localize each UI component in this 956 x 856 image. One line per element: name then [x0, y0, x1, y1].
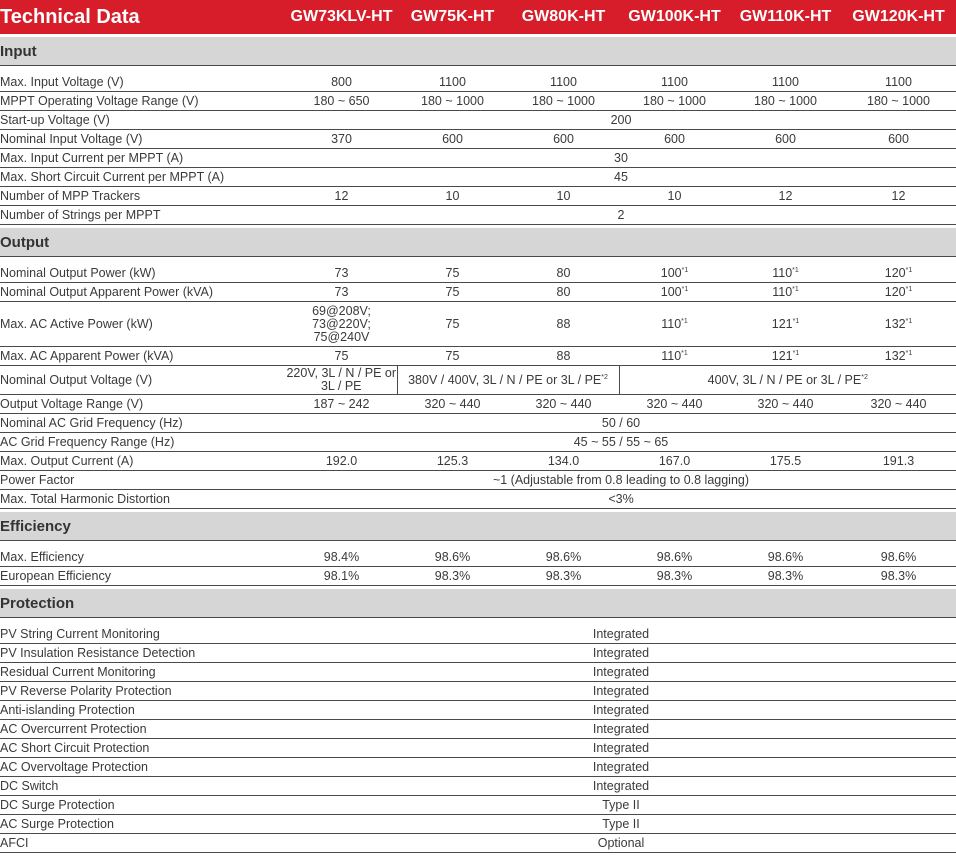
spec-value-text: 600: [442, 131, 463, 146]
spec-label: Max. Total Harmonic Distortion: [0, 490, 286, 509]
spec-value: [730, 73, 841, 92]
spec-label: AC Overvoltage Protection: [0, 758, 286, 777]
spec-value: 200: [286, 111, 956, 130]
spec-value-text: 88: [556, 348, 571, 363]
spec-value: [397, 548, 508, 567]
spec-value: [286, 73, 397, 92]
spec-value: [841, 347, 956, 366]
spec-value-text: 98.6%: [880, 549, 917, 564]
section-header: [0, 228, 956, 257]
spec-value: [508, 264, 619, 283]
spec-row: [0, 92, 956, 111]
model-name: GW80K-HT: [508, 0, 619, 34]
spec-value-text: 167.0: [658, 453, 691, 468]
spec-value: Integrated: [286, 720, 956, 739]
spec-label: PV Insulation Resistance Detection: [0, 644, 286, 663]
spec-value: [286, 264, 397, 283]
spec-label: Max. Input Current per MPPT (A): [0, 149, 286, 168]
spec-value: [286, 283, 397, 302]
spec-value: [286, 452, 397, 471]
spec-value: Optional: [286, 834, 956, 853]
spec-label: Anti-islanding Protection: [0, 701, 286, 720]
spec-label: AC Grid Frequency Range (Hz): [0, 433, 286, 452]
spec-value-text: 1100: [661, 74, 688, 89]
spec-label: Start-up Voltage (V): [0, 111, 286, 130]
spec-value: [286, 92, 397, 111]
spec-value: [397, 187, 508, 206]
spec-row: [0, 283, 956, 302]
spec-value-text: 320 ~ 440: [646, 396, 703, 411]
spec-row: [0, 644, 956, 663]
spec-value: [619, 92, 730, 111]
spec-value: 30: [286, 149, 956, 168]
spec-row: [0, 433, 956, 452]
spec-value: [508, 395, 619, 414]
spec-value-text: 88: [556, 316, 571, 331]
spec-row: [0, 548, 956, 567]
spec-value: [286, 548, 397, 567]
section-title: Output: [0, 228, 956, 257]
spec-label: Number of Strings per MPPT: [0, 206, 286, 225]
section-title: Input: [0, 37, 956, 66]
spec-value-text: 121: [771, 316, 793, 331]
spec-value: Integrated: [286, 739, 956, 758]
footnote-mark: *2: [861, 373, 868, 381]
spec-value-text: 75: [445, 348, 460, 363]
spec-row: [0, 815, 956, 834]
spec-value: [841, 130, 956, 149]
spec-value: [730, 283, 841, 302]
spec-value-text: 75: [445, 284, 460, 299]
spec-value: [619, 347, 730, 366]
spec-row: [0, 264, 956, 283]
spec-value-text: 98.1%: [323, 568, 360, 583]
spec-row: [0, 682, 956, 701]
spec-value-text: 75: [334, 348, 349, 363]
spec-value: [619, 187, 730, 206]
spec-row: [0, 347, 956, 366]
spec-value: 220V, 3L / N / PE or 3L / PE: [286, 366, 397, 393]
spec-value: 45: [286, 168, 956, 187]
spec-row: [0, 187, 956, 206]
model-name: GW100K-HT: [619, 0, 730, 34]
spec-value: Integrated: [286, 625, 956, 644]
spec-label: Number of MPP Trackers: [0, 187, 286, 206]
spec-value: [730, 567, 841, 586]
spec-row: [0, 168, 956, 187]
spec-value: [397, 347, 508, 366]
spec-value-text: 10: [667, 188, 682, 203]
spec-label: AC Overcurrent Protection: [0, 720, 286, 739]
model-name: GW110K-HT: [730, 0, 841, 34]
spec-row: [0, 625, 956, 644]
spec-value: [841, 264, 956, 283]
spec-value-text: 132: [884, 316, 906, 331]
spec-value-text: 98.3%: [434, 568, 471, 583]
spec-value: [841, 548, 956, 567]
spec-label: Max. Short Circuit Current per MPPT (A): [0, 168, 286, 187]
spec-value-text: 192.0: [325, 453, 358, 468]
spec-value: [508, 187, 619, 206]
spec-label: European Efficiency: [0, 567, 286, 586]
spec-value: [730, 395, 841, 414]
spec-value-text: 98.6%: [434, 549, 471, 564]
footnote-mark: *1: [681, 266, 689, 274]
spec-value-text: 600: [664, 131, 685, 146]
spec-value-text: 75: [445, 316, 460, 331]
spacer: [0, 66, 956, 74]
spec-value-text: 1100: [772, 74, 799, 89]
spec-value-text: 1100: [885, 74, 912, 89]
spec-row: [0, 73, 956, 92]
spec-value-text: 98.6%: [767, 549, 804, 564]
spec-value-text: 98.3%: [545, 568, 582, 583]
spec-value-text: 600: [775, 131, 796, 146]
spec-value: [619, 130, 730, 149]
spec-value: [286, 130, 397, 149]
spec-value: [841, 567, 956, 586]
spec-row: [0, 111, 956, 130]
spec-value: [508, 73, 619, 92]
spec-value-text: 180 ~ 650: [313, 93, 370, 108]
spec-value: Integrated: [286, 701, 956, 720]
spec-value: Integrated: [286, 682, 956, 701]
spec-value-text: 73: [334, 265, 349, 280]
spec-value: [730, 92, 841, 111]
spec-value-text: 370: [331, 131, 352, 146]
footnote-mark: *1: [792, 266, 799, 274]
table-title: Technical Data: [0, 0, 286, 34]
spec-value: Type II: [286, 796, 956, 815]
spec-value: [619, 366, 956, 395]
spec-value: [397, 283, 508, 302]
spec-value: 50 / 60: [286, 414, 956, 433]
spec-value: [508, 567, 619, 586]
spec-value: [730, 264, 841, 283]
spec-row: [0, 302, 956, 347]
spec-label: Nominal AC Grid Frequency (Hz): [0, 414, 286, 433]
spec-value-text: 98.3%: [880, 568, 917, 583]
spec-label: Residual Current Monitoring: [0, 663, 286, 682]
footnote-mark: *1: [681, 317, 688, 325]
spec-value: Integrated: [286, 644, 956, 663]
spec-row: [0, 490, 956, 509]
model-name: GW120K-HT: [841, 0, 956, 34]
footnote-mark: *1: [905, 317, 913, 325]
footnote-mark: *1: [792, 317, 800, 325]
footnote-mark: *1: [792, 285, 799, 293]
spec-value: [397, 452, 508, 471]
footnote-mark: *1: [792, 349, 800, 357]
spec-value-text: 98.3%: [656, 568, 693, 583]
spec-row: [0, 739, 956, 758]
spec-value-text: 80: [556, 284, 571, 299]
spec-row: [0, 796, 956, 815]
spec-value: [619, 302, 730, 347]
spec-label: AC Surge Protection: [0, 815, 286, 834]
spec-value-text: 98.6%: [545, 549, 582, 564]
spec-value: <3%: [286, 490, 956, 509]
section-header: [0, 37, 956, 66]
spec-value: [286, 567, 397, 586]
spec-value-text: 110: [661, 316, 682, 331]
spec-value: Integrated: [286, 758, 956, 777]
spec-label: Nominal Output Apparent Power (kVA): [0, 283, 286, 302]
header-row: [0, 0, 956, 34]
spec-value: 2: [286, 206, 956, 225]
spec-value-text: 110: [772, 265, 793, 280]
spec-value-text: 180 ~ 1000: [643, 93, 706, 108]
spec-label: Nominal Output Power (kW): [0, 264, 286, 283]
spec-value: [841, 452, 956, 471]
spec-value-text: 134.0: [547, 453, 580, 468]
spec-value: [730, 130, 841, 149]
spec-value-text: 1100: [550, 74, 577, 89]
spec-label: PV String Current Monitoring: [0, 625, 286, 644]
spec-value: [508, 548, 619, 567]
spacer: [0, 541, 956, 549]
spacer: [0, 618, 956, 626]
spec-value-text: 180 ~ 1000: [532, 93, 595, 108]
spec-label: Output Voltage Range (V): [0, 395, 286, 414]
spec-row: [0, 130, 956, 149]
model-name: GW75K-HT: [397, 0, 508, 34]
footnote-mark: *2: [601, 373, 608, 381]
spec-value: [508, 302, 619, 347]
spec-value: [841, 187, 956, 206]
spec-value: [508, 452, 619, 471]
spec-value: [730, 347, 841, 366]
spec-value-text: 75: [445, 265, 460, 280]
spec-value: [508, 283, 619, 302]
spec-value-text: 12: [891, 188, 906, 203]
spec-row: [0, 414, 956, 433]
spec-row: [0, 834, 956, 853]
spec-value-text: 100: [660, 265, 682, 280]
spec-row: [0, 149, 956, 168]
section-title: Protection: [0, 589, 956, 618]
footnote-mark: *1: [905, 285, 913, 293]
spec-value-text: 175.5: [769, 453, 802, 468]
spec-label: DC Switch: [0, 777, 286, 796]
spec-value-text: 600: [553, 131, 574, 146]
spec-label: MPPT Operating Voltage Range (V): [0, 92, 286, 111]
model-name: GW73KLV-HT: [286, 0, 397, 34]
spec-value: [397, 264, 508, 283]
spec-value: [286, 187, 397, 206]
spec-value: [286, 395, 397, 414]
spec-label: Nominal Input Voltage (V): [0, 130, 286, 149]
spec-value-text: 380V / 400V, 3L / N / PE or 3L / PE: [408, 372, 602, 387]
spec-label: Max. Input Voltage (V): [0, 73, 286, 92]
spec-value: Integrated: [286, 777, 956, 796]
spec-value-text: 180 ~ 1000: [754, 93, 817, 108]
spec-row: [0, 720, 956, 739]
spec-row: [0, 452, 956, 471]
spec-value-text: 400V, 3L / N / PE or 3L / PE: [707, 372, 862, 387]
spec-value: [730, 187, 841, 206]
spec-value: [508, 92, 619, 111]
spec-row: [0, 366, 956, 395]
spec-value-text: 80: [556, 265, 571, 280]
spec-value-text: 191.3: [882, 453, 915, 468]
spec-row: [0, 663, 956, 682]
spec-value: [397, 73, 508, 92]
spec-label: PV Reverse Polarity Protection: [0, 682, 286, 701]
footnote-mark: *1: [681, 285, 689, 293]
spec-value-text: 98.6%: [656, 549, 693, 564]
spec-label: Max. Output Current (A): [0, 452, 286, 471]
spec-label: Max. AC Apparent Power (kVA): [0, 347, 286, 366]
spec-row: [0, 471, 956, 490]
spec-row: [0, 758, 956, 777]
spec-label: Power Factor: [0, 471, 286, 490]
spec-value-text: 187 ~ 242: [313, 396, 370, 411]
spec-value-text: 12: [334, 188, 349, 203]
footnote-mark: *1: [905, 266, 913, 274]
spec-value-text: 12: [778, 188, 793, 203]
spec-value: Type II: [286, 815, 956, 834]
spec-value: [730, 548, 841, 567]
spec-value: [619, 264, 730, 283]
spec-value: [397, 302, 508, 347]
spec-value-text: 10: [556, 188, 571, 203]
spec-value-text: 320 ~ 440: [757, 396, 814, 411]
spec-value: [619, 548, 730, 567]
spec-value-text: 320 ~ 440: [535, 396, 592, 411]
footnote-mark: *1: [681, 349, 688, 357]
spec-value-text: 120: [884, 265, 906, 280]
spec-label: Max. AC Active Power (kW): [0, 302, 286, 347]
spec-value: [508, 347, 619, 366]
spec-row: [0, 701, 956, 720]
spec-value-text: 180 ~ 1000: [867, 93, 930, 108]
spec-value: [508, 130, 619, 149]
spec-value-text: 600: [888, 131, 909, 146]
spec-value: [841, 395, 956, 414]
spec-value: [619, 452, 730, 471]
spec-value-text: 132: [884, 348, 906, 363]
spec-value-text: 800: [331, 74, 352, 89]
spec-value-text: 100: [660, 284, 682, 299]
section-title: Efficiency: [0, 512, 956, 541]
spec-value: [397, 395, 508, 414]
spec-value-text: 69@208V; 73@220V; 75@240V: [312, 303, 371, 344]
spec-value-text: 110: [661, 348, 682, 363]
spec-value-text: 110: [772, 284, 793, 299]
spec-value: [730, 302, 841, 347]
spec-label: Max. Efficiency: [0, 548, 286, 567]
spec-value-text: 320 ~ 440: [424, 396, 481, 411]
spec-value: [397, 92, 508, 111]
spec-value: [841, 92, 956, 111]
spec-value: [730, 452, 841, 471]
spec-label: Nominal Output Voltage (V): [0, 366, 286, 395]
footnote-mark: *1: [905, 349, 913, 357]
spec-row: [0, 395, 956, 414]
spec-value: Integrated: [286, 663, 956, 682]
spec-value-text: 180 ~ 1000: [421, 93, 484, 108]
spec-value-text: 120: [884, 284, 906, 299]
spec-value: [397, 567, 508, 586]
spec-value: [619, 567, 730, 586]
spec-value-text: 320 ~ 440: [870, 396, 927, 411]
section-header: [0, 589, 956, 618]
spacer: [0, 257, 956, 265]
spec-value: [619, 73, 730, 92]
spec-row: [0, 567, 956, 586]
spec-row: [0, 777, 956, 796]
spec-value-text: 98.3%: [767, 568, 804, 583]
spec-value: 45 ~ 55 / 55 ~ 65: [286, 433, 956, 452]
spec-label: DC Surge Protection: [0, 796, 286, 815]
section-header: [0, 512, 956, 541]
spec-value: [619, 283, 730, 302]
spec-value-text: 10: [445, 188, 460, 203]
spec-row: [0, 206, 956, 225]
spec-value: [397, 366, 619, 395]
spec-value-text: 98.4%: [323, 549, 360, 564]
spec-label: AFCI: [0, 834, 286, 853]
spec-value: [841, 283, 956, 302]
spec-value: [286, 302, 397, 347]
spec-value: [841, 73, 956, 92]
spec-value: [397, 130, 508, 149]
spec-value-text: 1100: [439, 74, 466, 89]
spec-value: ~1 (Adjustable from 0.8 leading to 0.8 lagging): [286, 471, 956, 490]
spec-value-text: 73: [334, 284, 349, 299]
spec-value-text: 121: [771, 348, 793, 363]
spec-label: AC Short Circuit Protection: [0, 739, 286, 758]
spec-value-text: 125.3: [436, 453, 469, 468]
spec-value: [286, 347, 397, 366]
spec-value: [841, 302, 956, 347]
spec-value: [619, 395, 730, 414]
